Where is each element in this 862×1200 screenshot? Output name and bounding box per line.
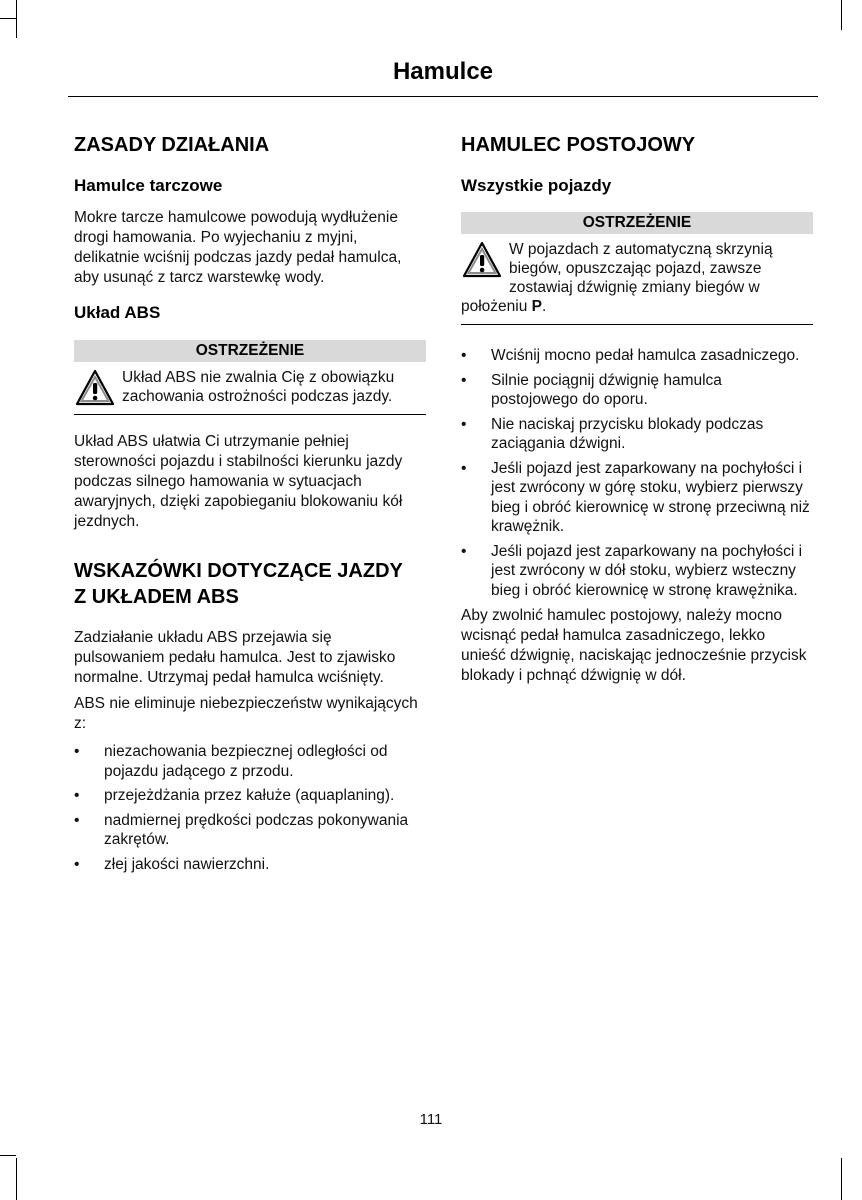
- list-item: • złej jakości nawierzchni.: [74, 855, 270, 873]
- crop-mark-top-right: [841, 0, 842, 30]
- list-item: • nadmiernej prędkości podczas pokonywania zakrętów.: [74, 811, 409, 848]
- crop-mark-bottom-right: [841, 1158, 842, 1200]
- bullet-icon: •: [74, 743, 80, 760]
- paragraph-abs: Układ ABS ułatwia Ci utrzymanie pełniej sterowności pojazdu i stabilności kierunku jazdy podczas silnego hamowania w sytuacjach awaryjnych, dzięki zapobieganiu blokowaniu kół jezdnych.: [74, 433, 403, 530]
- warning-label: OSTRZEŻENIE: [461, 212, 813, 234]
- subheading-disc-brakes: Hamulce tarczowe: [74, 176, 223, 195]
- warning-triangle-icon: [74, 368, 116, 408]
- list-parking-steps: [461, 346, 813, 600]
- list-item: • niezachowania bezpiecznej odległości od pojazdu jadącego z przodu.: [74, 743, 388, 780]
- crop-mark-top-left: [16, 0, 17, 38]
- bullet-icon: •: [461, 415, 467, 433]
- crop-mark-top-left-h: [0, 18, 16, 19]
- subheading-abs: Układ ABS: [74, 303, 161, 322]
- left-column: [74, 132, 426, 879]
- list-abs-dangers: [74, 742, 426, 874]
- list-item: • Silnie pociągnij dźwignię hamulca postojowego do oporu.: [461, 371, 722, 408]
- crop-mark-bottom-left-h: [0, 1155, 16, 1156]
- warning-label: OSTRZEŻENIE: [74, 340, 426, 362]
- paragraph-abs-not-eliminate: ABS nie eliminuje niebezpieczeństw wynikających z:: [74, 695, 418, 732]
- warning-box-abs: [74, 340, 426, 415]
- bullet-icon: •: [461, 347, 467, 364]
- section-heading-parking-brake: HAMULEC POSTOJOWY: [461, 134, 696, 156]
- bullet-icon: •: [74, 787, 80, 804]
- paragraph-release-brake: Aby zwolnić hamulec postojowy, należy mocno wcisnąć pedał hamulca zasadniczego, lekko unieść dźwignię, naciskając jednocześnie przycisk blokady i pchnąć dźwignię w dół.: [461, 607, 807, 684]
- page-number: 111: [419, 1111, 443, 1128]
- list-item: • Wciśnij mocno pedał hamulca zasadniczego.: [461, 347, 800, 364]
- title-divider: [68, 96, 818, 97]
- bullet-icon: •: [461, 459, 467, 477]
- warning-box-automatic: [461, 212, 813, 325]
- warning-text: Układ ABS nie zwalnia Cię z obowiązku zachowania ostrożności podczas jazdy.: [122, 369, 395, 405]
- list-item: • Jeśli pojazd jest zaparkowany na pochyłości i jest zwrócony w dół stoku, wybierz wsteczny bieg i obróć kierownicę w stronę krawężnika.: [461, 542, 803, 599]
- section-heading-tips-line1: WSKAZÓWKI DOTYCZĄCE JAZDY: [74, 560, 403, 582]
- paragraph-disc-brakes: Mokre tarcze hamulcowe powodują wydłużenie drogi hamowania. Po wyjechaniu z myjni, delikatnie wciśnij podczas jazdy pedał hamulca, aby usunąć z tarcz warstewkę wody.: [74, 209, 402, 286]
- warning-body: [461, 234, 813, 325]
- bullet-icon: •: [461, 542, 467, 560]
- page-title: Hamulce: [392, 58, 494, 85]
- subheading-all-vehicles: Wszystkie pojazdy: [461, 176, 612, 195]
- bullet-icon: •: [74, 855, 80, 873]
- warning-triangle-icon: [461, 240, 503, 280]
- list-item: • Jeśli pojazd jest zaparkowany na pochyłości i jest zwrócony w górę stoku, wybierz pierwszy bieg i obróć kierownicę w stronę przeciwną niż krawężnik.: [461, 459, 810, 535]
- section-heading-principles: ZASADY DZIAŁANIA: [74, 134, 270, 156]
- bullet-icon: •: [461, 371, 467, 389]
- paragraph-abs-pulsing: Zadziałanie układu ABS przejawia się pulsowaniem pedału hamulca. Jest to zjawisko normalne. Utrzymaj pedał hamulca wciśnięty.: [74, 629, 396, 686]
- section-heading-tips: [74, 558, 426, 610]
- bullet-icon: •: [74, 811, 80, 829]
- right-column: [461, 132, 813, 686]
- gear-position-p: P: [531, 298, 543, 315]
- crop-mark-bottom-left: [16, 1158, 17, 1200]
- list-item: • Nie naciskaj przycisku blokady podczas zaciągania dźwigni.: [461, 415, 764, 452]
- list-item: • przejeżdżania przez kałuże (aquaplaning).: [74, 787, 395, 804]
- warning-text: W pojazdach z automatyczną skrzynią biegów, opuszczając pojazd, zawsze zostawiaj dźwignię zmiany biegów w położeniu P.: [461, 241, 773, 315]
- warning-body: [74, 362, 426, 415]
- section-heading-tips-line2: Z UKŁADEM ABS: [74, 586, 239, 608]
